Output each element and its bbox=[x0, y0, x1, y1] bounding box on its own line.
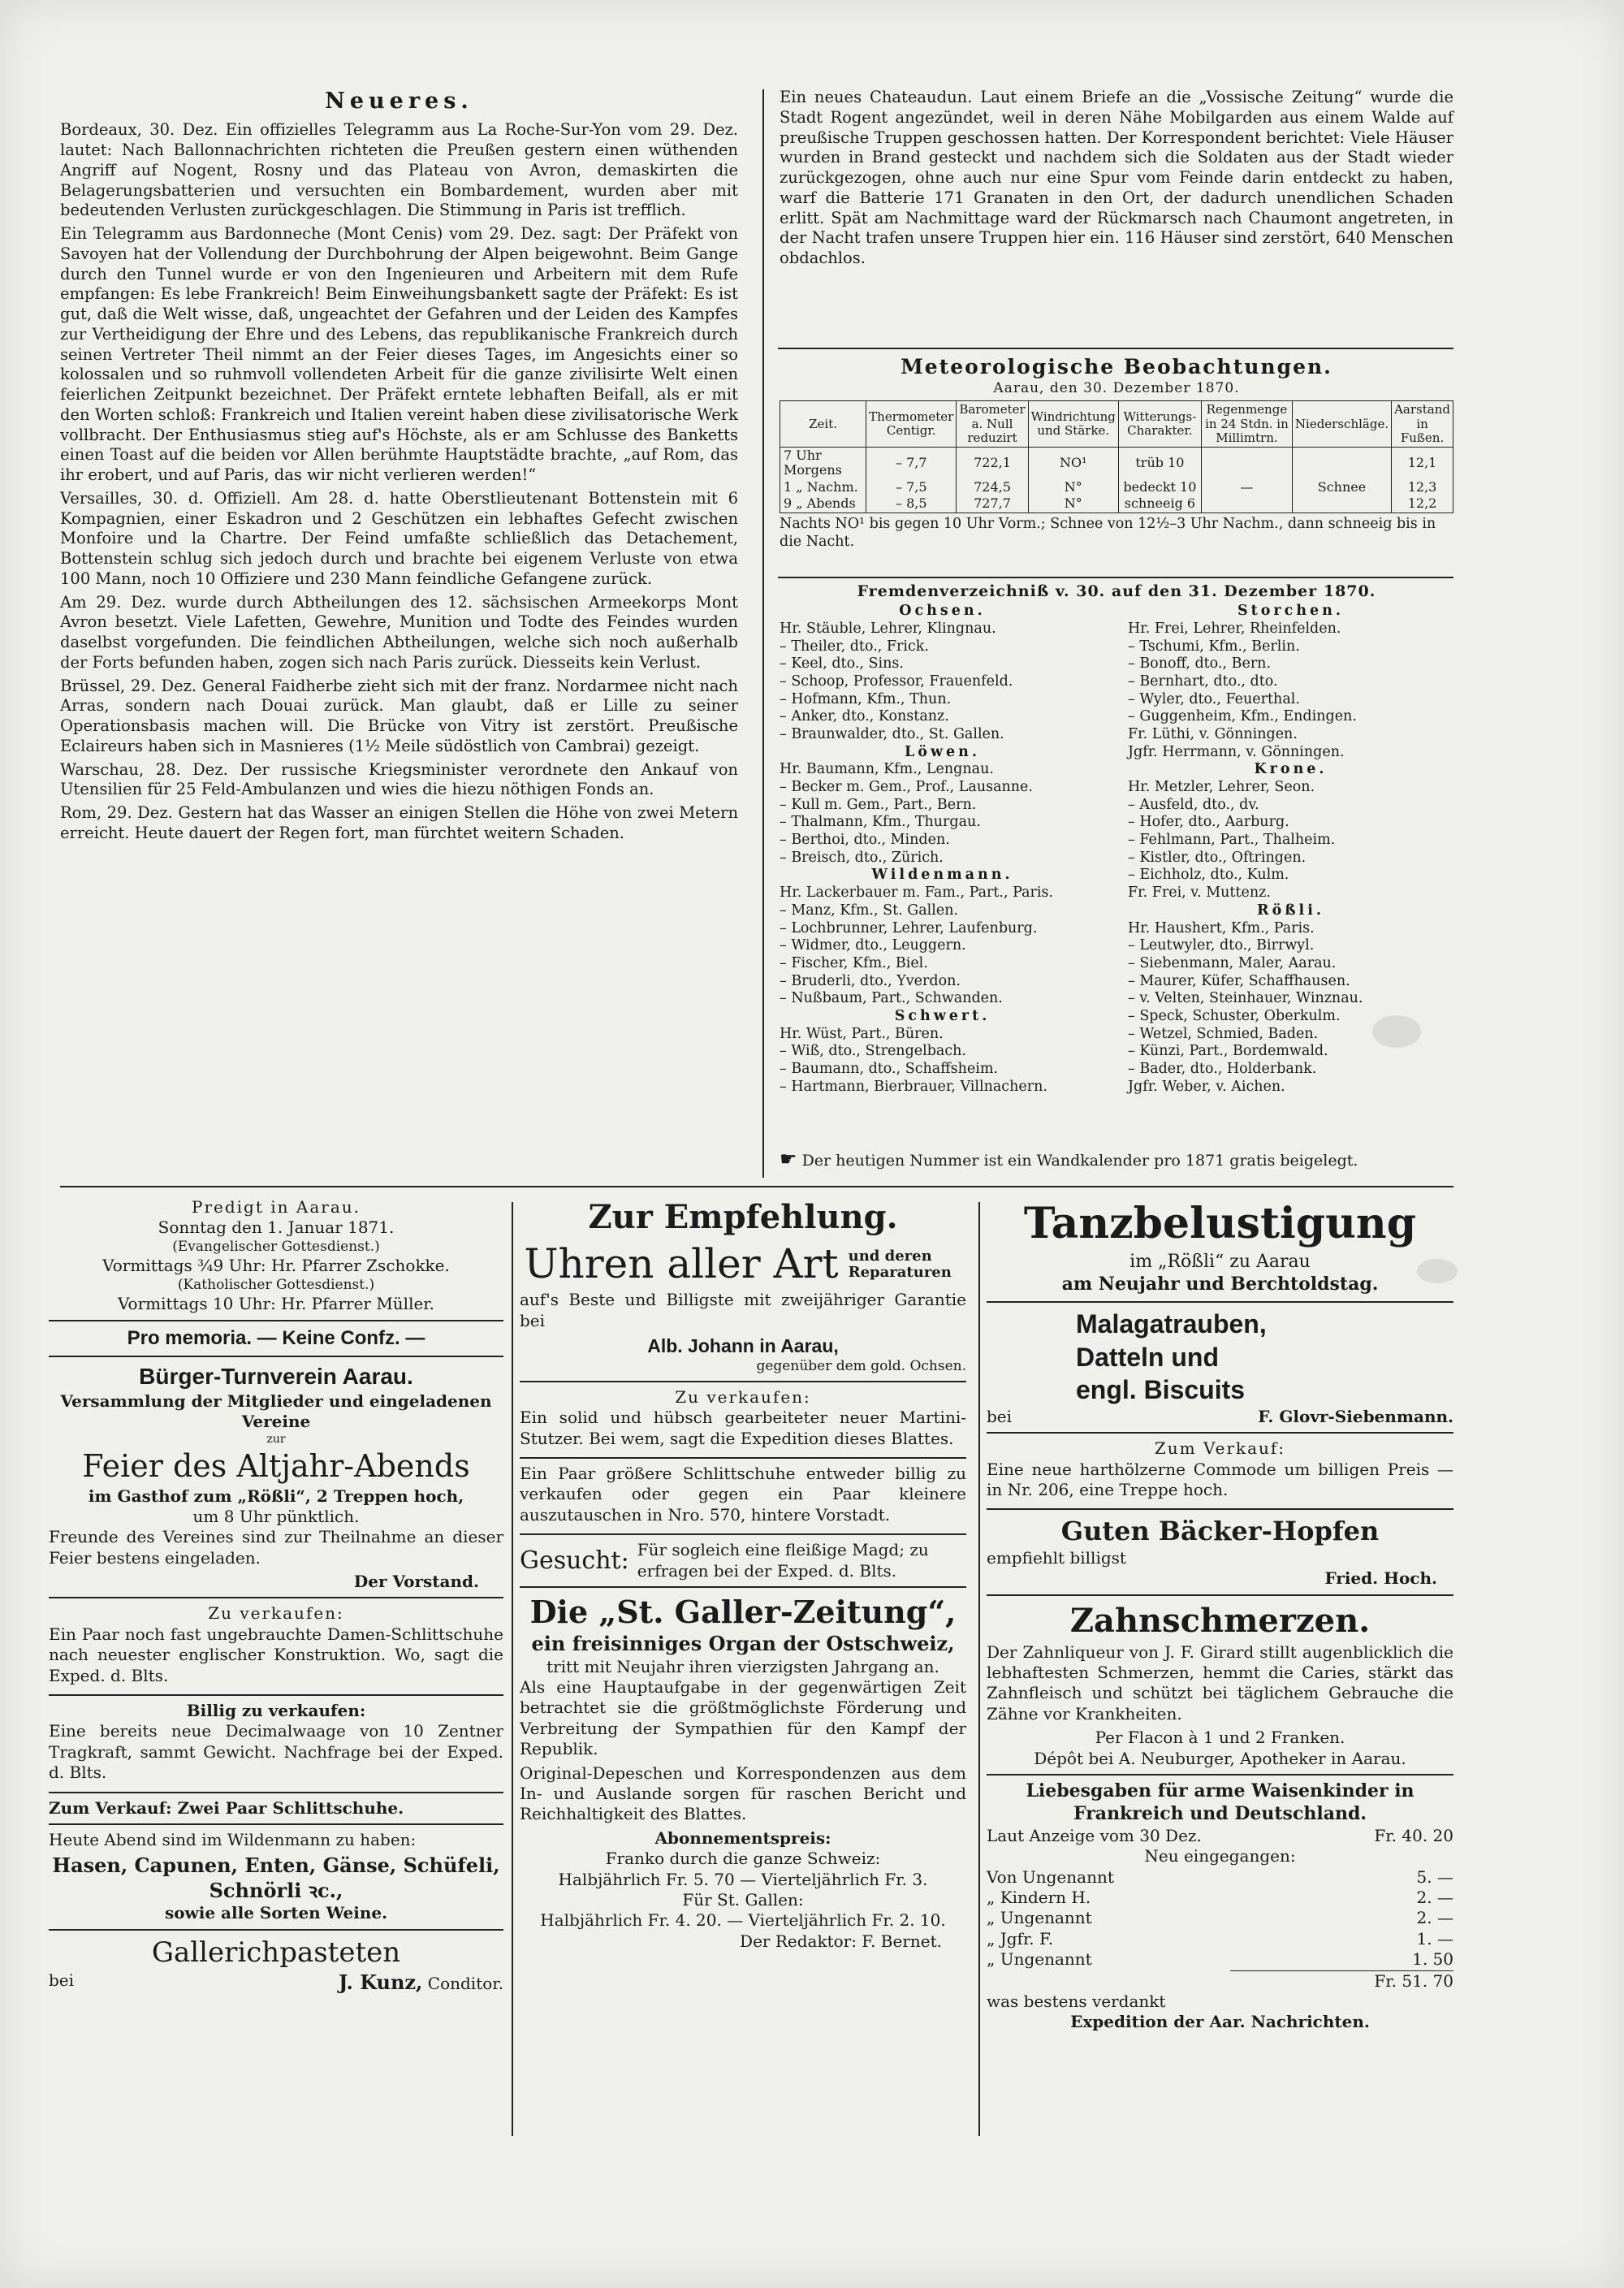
donation-list bbox=[987, 1867, 1453, 1970]
guest-entry: – Braunwalder, dto., St. Gallen. bbox=[780, 725, 1004, 742]
uhren-text: auf's Beste und Billigste mit zweijähriger Garantie bei bbox=[520, 1290, 966, 1330]
turn-line1: Versammlung der Mitglieder und eingeladenen Vereine bbox=[60, 1391, 492, 1432]
meteo-cell bbox=[1292, 448, 1391, 479]
guest-entry: – Bruderli, dto., Yverdon. bbox=[780, 972, 961, 989]
ad-st-galler-zeitung bbox=[520, 1588, 966, 1957]
donation-row bbox=[987, 1888, 1453, 1908]
turn-line2: im Gasthof zum „Rößli“, 2 Treppen hoch, bbox=[88, 1486, 464, 1506]
ad-zahnschmerzen bbox=[987, 1596, 1453, 1775]
zv2-title: Zu verkaufen: bbox=[675, 1386, 811, 1407]
turn-sign: Der Vorstand. bbox=[353, 1572, 479, 1592]
guest-entry: – Maurer, Küfer, Schaffhausen. bbox=[1128, 972, 1350, 989]
guest-entry: – Künzi, Part., Bordemwald. bbox=[1128, 1043, 1328, 1060]
meteo-cell bbox=[1201, 448, 1292, 479]
ad-turnverein bbox=[49, 1357, 503, 1598]
article-warschau: Warschau, 28. Dez. Der russische Kriegsminister verordnete den Ankauf von Utensilien für 25 Feld-Ambulanzen und wies die hiezu nöthigen Fonds an. bbox=[60, 759, 738, 799]
ads-divider bbox=[60, 1186, 1453, 1187]
guest-entry: Hr. Lackerbauer m. Fam., Part., Paris. bbox=[780, 884, 1054, 902]
hopfen-title: Guten Bäcker-Hopfen bbox=[1060, 1516, 1380, 1547]
abo-line3: Für St. Gallen: bbox=[682, 1890, 804, 1910]
donation-name: „ Jgfr. F. bbox=[987, 1928, 1054, 1948]
meteo-block bbox=[780, 354, 1453, 551]
ad-predigt bbox=[49, 1192, 503, 1321]
gall-title: Gallerichpasteten bbox=[151, 1936, 401, 1969]
article-mont-avron: Am 29. Dez. wurde durch Abtheilungen des 12. sächsischen Armeekorps Mont Avron besetzt. Viele Lafetten, Gewehre, Munition und Todte des Feindes wurden daselbst vorgefunden. Die feindlichen Abtheilungen, welche sich noch außerhalb der Forts befunden haben, zogen sich nach Paris zurück. Diesseits kein Verlust. bbox=[60, 592, 738, 672]
wandkalender-note bbox=[780, 1147, 1453, 1171]
empf-title: Zur Empfehlung. bbox=[588, 1198, 898, 1236]
donation-amount: 2. — bbox=[1416, 1887, 1453, 1907]
hotel-heading: Storchen. bbox=[1237, 603, 1344, 620]
abo-line2: Halbjährlich Fr. 5. 70 — Vierteljährlich Fr. 3. bbox=[558, 1869, 928, 1889]
meteo-cell: – 7,5 bbox=[866, 479, 957, 495]
article-rom: Rom, 29. Dez. Gestern hat das Wasser an einigen Stellen die Höhe von zwei Metern erreicht. Heute dauert der Regen fort, man fürchtet weitern Schaden. bbox=[60, 803, 738, 842]
donation-row bbox=[987, 1949, 1453, 1970]
liebes-total: Fr. 51. 70 bbox=[1230, 1970, 1453, 1992]
meteo-col-aarstand: Aarstand in Fußen. bbox=[1392, 401, 1453, 448]
hotel-heading: Löwen. bbox=[905, 743, 980, 760]
guest-entry: – Thalmann, Kfm., Thurgau. bbox=[780, 814, 981, 831]
schlitt-text: Ein Paar größere Schlittschuhe entweder billig zu verkaufen oder gegen ein Paar kleinere auszutauschen in Nro. 570, hintere Vorstadt. bbox=[520, 1464, 966, 1525]
hotel-heading: Rößli. bbox=[1257, 902, 1324, 919]
ad-gallerichpasteten bbox=[49, 1931, 503, 2000]
meteo-col-baro: Barometer a. Null reduzirt bbox=[957, 401, 1028, 448]
meteo-cell: 12,1 bbox=[1392, 448, 1453, 479]
zv3-text: Eine neue harthölzerne Commode um billigen Preis — in Nr. 206, eine Treppe hoch. bbox=[987, 1459, 1453, 1499]
liebes-value0: Fr. 40. 20 bbox=[1374, 1825, 1453, 1845]
mal-line1: Malagatrauben, bbox=[1076, 1308, 1267, 1339]
donation-row bbox=[987, 1867, 1453, 1888]
gesucht-label: Gesucht: bbox=[520, 1546, 629, 1575]
meteo-cell: 1 „ Nachm. bbox=[780, 479, 866, 495]
column-divider bbox=[762, 89, 764, 1178]
liebes-dank: was bestens verdankt bbox=[987, 1991, 1166, 2011]
meteo-row bbox=[780, 448, 1453, 479]
zv3-title: Zum Verkauf: bbox=[1154, 1438, 1286, 1459]
ad-gesucht bbox=[520, 1535, 966, 1588]
article-bardonneche: Ein Telegramm aus Bardonneche (Mont Cenis) vom 29. Dez. sagt: Der Präfekt von Savoyen hat der Vollendung der Durchbohrung der Alpen beigewohnt. Beim Gange durch den Tunnel wurde er von den Ingenieuren und Arbeitern mit dem Rufe empfangen: Es lebe Frankreich! Beim Einweihungsbankett sagte der Präfekt: Es ist gut, daß die Welt wisse, daß, ungeachtet der Gefahren und der Leiden des Kampfes zur Vertheidigung der Ehre und des Lebens, das republikanische Frankreich durch seinen Vertreter Theil nimmt an der Feier dieses Tages, im Angesichts einer so kolossalen und so ruhmvoll vollendeten Arbeit für die ganze zivilisirte Welt einen feierlichen Zeitpunkt bezeichnet. Der Präfekt erntete lebhaften Beifall, als er mit den Worten schloß: Frankreich und Italien vereint haben diese zivilisatorische Werk vollbracht. Der Enthusiasmus stieg auf's Höchste, als er am Schlusse des Banketts einen Toast auf die beiden vor Allen berühmte Hauptstädte brachte, „auf Rom, das ihr erobert, und auf Paris, das wir nicht verlieren werden!“ bbox=[60, 224, 738, 485]
meteo-cell: N° bbox=[1028, 479, 1118, 495]
meteo-col-zeit: Zeit. bbox=[780, 401, 866, 448]
guest-entry: – Lochbrunner, Lehrer, Laufenburg. bbox=[780, 919, 1038, 936]
guest-entry: – Fehlmann, Part., Thalheim. bbox=[1128, 832, 1336, 849]
meteo-cell: – 7,7 bbox=[866, 448, 957, 479]
liebes-line0: Laut Anzeige vom 30 Dez. bbox=[987, 1825, 1202, 1845]
ad-malagatrauben bbox=[987, 1303, 1453, 1434]
meteo-cell: 9 „ Abends bbox=[780, 495, 866, 513]
donation-amount: 1. 50 bbox=[1412, 1949, 1453, 1970]
zv2-text: Ein solid und hübsch gearbeiteter neuer Martini-Stutzer. Bei wem, sagt die Expedition dieses Blattes. bbox=[520, 1408, 966, 1448]
billig-text: Eine bereits neue Decimalwaage von 10 Zentner Tragkraft, sammt Gewicht. Nachfrage bei der Exped. d. Blts. bbox=[49, 1721, 503, 1783]
guest-entry: – Schoop, Professor, Frauenfeld. bbox=[780, 673, 1013, 690]
guest-entry: – Keel, dto., Sins. bbox=[780, 655, 904, 673]
meteo-col-thermo: Thermometer Centigr. bbox=[866, 401, 957, 448]
gall-role: Conditor. bbox=[427, 1973, 503, 1993]
meteo-cell: 724,5 bbox=[957, 479, 1028, 495]
wandkalender-text: Der heutigen Nummer ist ein Wandkalender pro 1871 gratis beigelegt. bbox=[801, 1152, 1358, 1170]
zv1-title: Zu verkaufen: bbox=[208, 1603, 344, 1624]
abo-line4: Halbjährlich Fr. 4. 20. — Vierteljährlich Fr. 2. 10. bbox=[540, 1910, 946, 1931]
zahn-depot: Dépôt bei A. Neuburger, Apotheker in Aarau. bbox=[1034, 1748, 1406, 1768]
ad-zum-verkauf: Zum Verkauf: Zwei Paar Schlittschuhe. bbox=[49, 1793, 503, 1825]
guest-entry: – Ausfeld, dto., dv. bbox=[1128, 796, 1259, 813]
donation-row bbox=[987, 1929, 1453, 1949]
meteo-subtitle: Aarau, den 30. Dezember 1870. bbox=[993, 379, 1240, 396]
turn-title: Bürger-Turnverein Aarau. bbox=[139, 1364, 413, 1390]
meteo-col-niederschlag: Niederschläge. bbox=[1292, 401, 1391, 448]
column-divider bbox=[512, 1202, 513, 2136]
article-bordeaux: Bordeaux, 30. Dez. Ein offizielles Telegramm aus La Roche-Sur-Yon vom 29. Dez. lautet: Nach Ballonnachrichten richteten die Preußen gestern einen wüthenden Angriff auf Nogent, Rosny und das Plateau von Avron, demaskirten die Belagerungsbatterien und versuchten ein Bombardement, wurden aber mit bedeutenden Verlusten zurückgeschlagen. Die Stimmung in Paris ist trefflich. bbox=[60, 120, 738, 220]
right-ads-column bbox=[987, 1192, 1453, 2038]
predigt-date: Sonntag den 1. Januar 1871. bbox=[158, 1218, 395, 1238]
guest-entry: – Hofmann, Kfm., Thun. bbox=[780, 690, 952, 707]
guest-entry: Hr. Metzler, Lehrer, Seon. bbox=[1128, 779, 1315, 795]
abo-title: Abonnementspreis: bbox=[654, 1827, 831, 1848]
donation-amount: 2. — bbox=[1416, 1908, 1453, 1928]
hopfen-line1: empfiehlt billigst bbox=[987, 1547, 1126, 1568]
guest-entry: – Guggenheim, Kfm., Endingen. bbox=[1128, 708, 1357, 725]
ad-uhren bbox=[520, 1192, 966, 1382]
turn-line4: Freunde des Vereines sind zur Theilnahme an dieser Feier bestens eingeladen. bbox=[49, 1527, 503, 1568]
guest-entry: – Leutwyler, dto., Birrwyl. bbox=[1128, 937, 1315, 954]
guest-entry: – Wetzel, Schmied, Baden. bbox=[1128, 1025, 1319, 1042]
guest-entry: Hr. Wüst, Part., Büren. bbox=[780, 1025, 944, 1042]
sgz-line3: Original-Depeschen und Korrespondenzen aus dem In- und Auslande sorgen für raschen Bericht und Reichhaltigkeit des Blattes. bbox=[520, 1762, 966, 1824]
fremden-list bbox=[780, 603, 1453, 1096]
guest-entry: – Manz, Kfm., St. Gallen. bbox=[780, 902, 959, 919]
neues-column bbox=[60, 88, 738, 847]
zahn-text: Der Zahnliqueur von J. F. Girard stillt augenblicklich die lebhaftesten Schmerzen, hemmt die Caries, stärkt das Zahnfleisch und schützt bei täglichem Gebrauche die Zähne vor Krankheiten. bbox=[987, 1641, 1453, 1724]
guest-entry: Hr. Stäuble, Lehrer, Klingnau. bbox=[780, 620, 996, 637]
ad-decimalwaage bbox=[49, 1696, 503, 1793]
donation-name: Von Ungenannt bbox=[987, 1866, 1114, 1887]
guest-entry: – Siebenmann, Maler, Aarau. bbox=[1128, 954, 1337, 971]
tanz-line2: am Neujahr und Berchtoldstag. bbox=[1061, 1273, 1379, 1295]
zv1-text: Ein Paar noch fast ungebrauchte Damen-Schlittschuhe nach neuester englischer Konstruktion. Wo, sagt die Exped. d. Blts. bbox=[49, 1624, 503, 1685]
guest-entry: Fr. Frei, v. Muttenz. bbox=[1128, 884, 1271, 902]
neues-heading: Neueres. bbox=[325, 89, 473, 114]
hotel-heading: Schwert. bbox=[894, 1007, 991, 1024]
guest-entry: Hr. Haushert, Kfm., Paris. bbox=[1128, 919, 1315, 936]
billig-title: Billig zu verkaufen: bbox=[186, 1701, 366, 1721]
zahn-title: Zahnschmerzen. bbox=[1069, 1601, 1371, 1640]
gall-name: J. Kunz, bbox=[338, 1970, 423, 1994]
liebes-sign: Expedition der Aar. Nachrichten. bbox=[1070, 2012, 1370, 2032]
guest-entry: – Nußbaum, Part., Schwanden. bbox=[780, 990, 1003, 1007]
wild-line2: Hasen, Capunen, Enten, Gänse, Schüfeli, Schnörli ꝛc., bbox=[52, 1853, 500, 1902]
uhren-name: Alb. Johann in Aarau, bbox=[647, 1335, 839, 1357]
donation-row bbox=[987, 1908, 1453, 1928]
hopfen-name: Fried. Hoch. bbox=[1324, 1568, 1437, 1589]
article-bruessel: Brüssel, 29. Dez. General Faidherbe zieht sich mit der franz. Nordarmee nicht nach Arras, sondern nach Douai zurück. Man glaubt, daß er Lille zu seiner Operationsbasis machen will. Die Brücke von Vitry ist zerstört. Preußische Eclaireurs haben sich in Masnieres (1½ Meile südöstlich von Cambrai) gezeigt. bbox=[60, 676, 738, 755]
ad-commode bbox=[987, 1434, 1453, 1510]
redaktor: Der Redaktor: F. Bernet. bbox=[740, 1931, 942, 1951]
meteo-col-witterung: Witterungs-Charakter. bbox=[1118, 401, 1201, 448]
right-top-column bbox=[780, 88, 1453, 272]
guest-entry: – Baumann, dto., Schaffsheim. bbox=[780, 1061, 999, 1077]
gall-bei: bei bbox=[49, 1970, 75, 1990]
rule bbox=[778, 348, 1453, 349]
donation-amount: 1. — bbox=[1416, 1928, 1453, 1948]
meteo-title: Meteorologische Beobachtungen. bbox=[901, 355, 1332, 378]
tanz-title: Tanzbelustigung bbox=[1023, 1199, 1417, 1248]
turn-zur: zur bbox=[266, 1432, 286, 1446]
uhren-addr: gegenüber dem gold. Ochsen. bbox=[756, 1358, 966, 1375]
guest-entry: Jgfr. Herrmann, v. Gönningen. bbox=[1128, 743, 1345, 760]
guest-entry: – Hartmann, Bierbrauer, Villnachern. bbox=[780, 1078, 1047, 1095]
fremden-block bbox=[780, 582, 1453, 1096]
guest-entry: – Tschumi, Kfm., Berlin. bbox=[1128, 638, 1300, 655]
donation-name: „ Kindern H. bbox=[987, 1887, 1091, 1907]
guest-entry: Jgfr. Weber, v. Aichen. bbox=[1128, 1078, 1285, 1095]
meteo-cell: NO¹ bbox=[1028, 448, 1118, 479]
wild-line1: Heute Abend sind im Wildenmann zu haben: bbox=[49, 1830, 417, 1849]
guest-entry: – Becker m. Gem., Prof., Lausanne. bbox=[780, 779, 1033, 795]
abo-line1: Franko durch die ganze Schweiz: bbox=[605, 1849, 881, 1869]
meteo-cell: 727,7 bbox=[957, 495, 1028, 513]
meteo-cell: schneeig 6 bbox=[1118, 495, 1201, 513]
gesucht-text: Für sogleich eine fleißige Magd; zu erfragen bei der Exped. d. Blts. bbox=[637, 1540, 929, 1581]
guest-entry: – Anker, dto., Konstanz. bbox=[780, 708, 949, 725]
guest-entry: Hr. Baumann, Kfm., Lengnau. bbox=[780, 761, 994, 778]
guest-entry: – Kistler, dto., Oftringen. bbox=[1128, 849, 1307, 866]
guest-entry: – Speck, Schuster, Oberkulm. bbox=[1128, 1007, 1341, 1024]
meteo-cell: — bbox=[1201, 479, 1292, 495]
predigt-evang-time: Vormittags ¾9 Uhr: Hr. Pfarrer Zschokke. bbox=[102, 1256, 450, 1276]
liebes-line1: Neu eingegangen: bbox=[1144, 1846, 1296, 1866]
column-divider bbox=[978, 1202, 980, 2136]
wild-line3: sowie alle Sorten Weine. bbox=[164, 1903, 388, 1923]
fremden-title: Fremdenverzeichniß v. 30. auf den 31. Dezember 1870. bbox=[857, 582, 1376, 600]
ad-wildenmann bbox=[49, 1825, 503, 1931]
meteo-note: Nachts NO¹ bis gegen 10 Uhr Vorm.; Schnee von 12½–3 Uhr Nachm., dann schneeig bis in die Nacht. bbox=[780, 515, 1436, 550]
guest-entry: Hr. Frei, Lehrer, Rheinfelden. bbox=[1128, 620, 1341, 637]
guest-entry: – Hofer, dto., Aarburg. bbox=[1128, 814, 1289, 831]
meteo-cell: 12,3 bbox=[1392, 479, 1453, 495]
guest-entry: Fr. Lüthi, v. Gönningen. bbox=[1128, 725, 1298, 742]
guest-entry: – Breisch, dto., Zürich. bbox=[780, 849, 944, 866]
rule bbox=[778, 577, 1453, 578]
donation-amount: 5. — bbox=[1416, 1866, 1453, 1887]
article-versailles: Versailles, 30. d. Offiziell. Am 28. d. hatte Oberstlieutenant Bottenstein mit 6 Kompagnien, einer Eskadron und 2 Geschützen ein lebhaftes Gefecht zwischen Monfoire und la Chartre. Der Feind umfaßte schließlich das Detachement, Bottenstein schlug sich jedoch durch und brachte bei eigenem Verluste von etwa 100 Mann, noch 10 Offiziere und 230 Mann feindliche Gefangene zurück. bbox=[60, 488, 738, 588]
guest-entry: – Wyler, dto., Feuerthal. bbox=[1128, 690, 1300, 707]
meteo-cell: bedeckt 10 bbox=[1118, 479, 1201, 495]
predigt-evang: (Evangelischer Gottesdienst.) bbox=[172, 1238, 380, 1255]
predigt-kath-time: Vormittags 10 Uhr: Hr. Pfarrer Müller. bbox=[117, 1294, 435, 1314]
guest-entry: – Bader, dto., Holderbank. bbox=[1128, 1061, 1317, 1077]
guest-entry: – v. Velten, Steinhauer, Winznau. bbox=[1128, 990, 1363, 1007]
meteo-cell: N° bbox=[1028, 495, 1118, 513]
ad-schlittschuhe-tausch bbox=[520, 1459, 966, 1535]
guest-entry: – Kull m. Gem., Part., Bern. bbox=[780, 796, 977, 813]
sgz-sub: ein freisinniges Organ der Ostschweiz, bbox=[531, 1632, 955, 1656]
pointing-hand-icon: ☛ bbox=[780, 1148, 797, 1170]
article-chateaudun: Ein neues Chateaudun. Laut einem Briefe an die „Vossische Zeitung“ wurde die Stadt Rogent angezündet, weil in deren Nähe Mobilgarden aus einem Walde auf preußische Truppen geschossen hatten. Der Korrespondent berichtet: Viele Häuser wurden in Brand gesteckt und nachdem sich die Soldaten aus der Stadt wieder zurückgezogen, ohne auch nur eine Spur vom Feinde darin entdeckt zu haben, warf die Batterie 171 Granaten in den Ort, der dadurch unendlichen Schaden erlitt. Spät am Nachmittage ward der Rückmarsch nach Chaumont angetreten, in der Nacht trafen unsere Truppen hier ein. 116 Häuser sind zerstört, 640 Menschen obdachlos. bbox=[780, 88, 1453, 267]
ad-martini-stutzer bbox=[520, 1382, 966, 1459]
meteo-col-wind: Windrichtung und Stärke. bbox=[1028, 401, 1118, 448]
zahn-price: Per Flacon à 1 und 2 Franken. bbox=[1095, 1728, 1345, 1748]
mal-line2: Datteln und bbox=[1076, 1342, 1219, 1372]
ad-damen-schlittschuhe bbox=[49, 1598, 503, 1696]
guest-entry: – Wiß, dto., Strengelbach. bbox=[780, 1043, 966, 1060]
ad-pro-memoria: Pro memoria. — Keine Confz. — bbox=[49, 1321, 503, 1357]
guest-entry: – Bernhart, dto., dto. bbox=[1128, 673, 1278, 690]
hotel-heading: Wildenmann. bbox=[871, 867, 1013, 884]
guest-entry: – Fischer, Kfm., Biel. bbox=[780, 954, 928, 971]
guest-entry: – Berthoi, dto., Minden. bbox=[780, 832, 950, 849]
meteo-cell: – 8,5 bbox=[866, 495, 957, 513]
sgz-title: Die „St. Galler-Zeitung“, bbox=[529, 1593, 957, 1630]
guest-entry: – Theiler, dto., Frick. bbox=[780, 638, 929, 655]
guest-entry: – Bonoff, dto., Bern. bbox=[1128, 655, 1272, 673]
hotel-heading: Krone. bbox=[1254, 761, 1328, 778]
meteo-row bbox=[780, 479, 1453, 495]
mal-line3: engl. Biscuits bbox=[1076, 1375, 1246, 1405]
ad-tanzbelustigung bbox=[987, 1192, 1453, 1303]
liebes-title: Liebesgaben für arme Waisenkinder in Frankreich und Deutschland. bbox=[1026, 1780, 1415, 1824]
turn-feier: Feier des Altjahr-Abends bbox=[82, 1448, 470, 1485]
meteo-cell: 12,2 bbox=[1392, 495, 1453, 513]
donation-name: „ Ungenannt bbox=[987, 1949, 1092, 1970]
meteo-cell bbox=[1201, 495, 1292, 513]
ad-liebesgaben bbox=[987, 1775, 1453, 2038]
donation-name: „ Ungenannt bbox=[987, 1908, 1092, 1928]
predigt-kath: (Katholischer Gottesdienst.) bbox=[177, 1276, 375, 1293]
sgz-line1: tritt mit Neujahr ihren vierzigsten Jahrgang an. bbox=[546, 1656, 939, 1676]
mid-ads-column bbox=[520, 1192, 966, 1957]
mal-bei: bei bbox=[987, 1406, 1013, 1426]
hotel-heading: Ochsen. bbox=[899, 603, 986, 620]
meteo-cell: Schnee bbox=[1292, 479, 1391, 495]
meteo-header-row bbox=[780, 401, 1453, 448]
meteo-col-regen: Regenmenge in 24 Stdn. in Millimtrn. bbox=[1201, 401, 1292, 448]
meteo-table bbox=[780, 400, 1453, 513]
meteo-cell bbox=[1292, 495, 1391, 513]
meteo-cell: 722,1 bbox=[957, 448, 1028, 479]
uhren-rep: und deren Reparaturen bbox=[848, 1247, 952, 1281]
mal-name: F. Glovr-Siebenmann. bbox=[1258, 1406, 1453, 1426]
guest-entry: – Eichholz, dto., Kulm. bbox=[1128, 867, 1289, 884]
tanz-line1: im „Rößli“ zu Aarau bbox=[1129, 1252, 1311, 1273]
sgz-line2: Als eine Hauptaufgabe in der gegenwärtigen Zeit betrachtet sie die größtmöglichste Förderung und Verbreitung der Sympathien für den Kampf der Republik. bbox=[520, 1677, 966, 1759]
meteo-cell: trüb 10 bbox=[1118, 448, 1201, 479]
fremden-left-column bbox=[780, 603, 1105, 1096]
meteo-row bbox=[780, 495, 1453, 513]
predigt-title: Predigt in Aarau. bbox=[192, 1197, 361, 1217]
uhren-title: Uhren aller Art bbox=[524, 1239, 839, 1287]
left-ads-column bbox=[49, 1192, 503, 2000]
fremden-right-column bbox=[1128, 603, 1453, 1096]
guest-entry: – Widmer, dto., Leuggern. bbox=[780, 937, 966, 954]
ad-hopfen bbox=[987, 1510, 1453, 1595]
meteo-cell: 7 Uhr Morgens bbox=[780, 448, 866, 479]
turn-line3: um 8 Uhr pünktlich. bbox=[192, 1506, 360, 1526]
